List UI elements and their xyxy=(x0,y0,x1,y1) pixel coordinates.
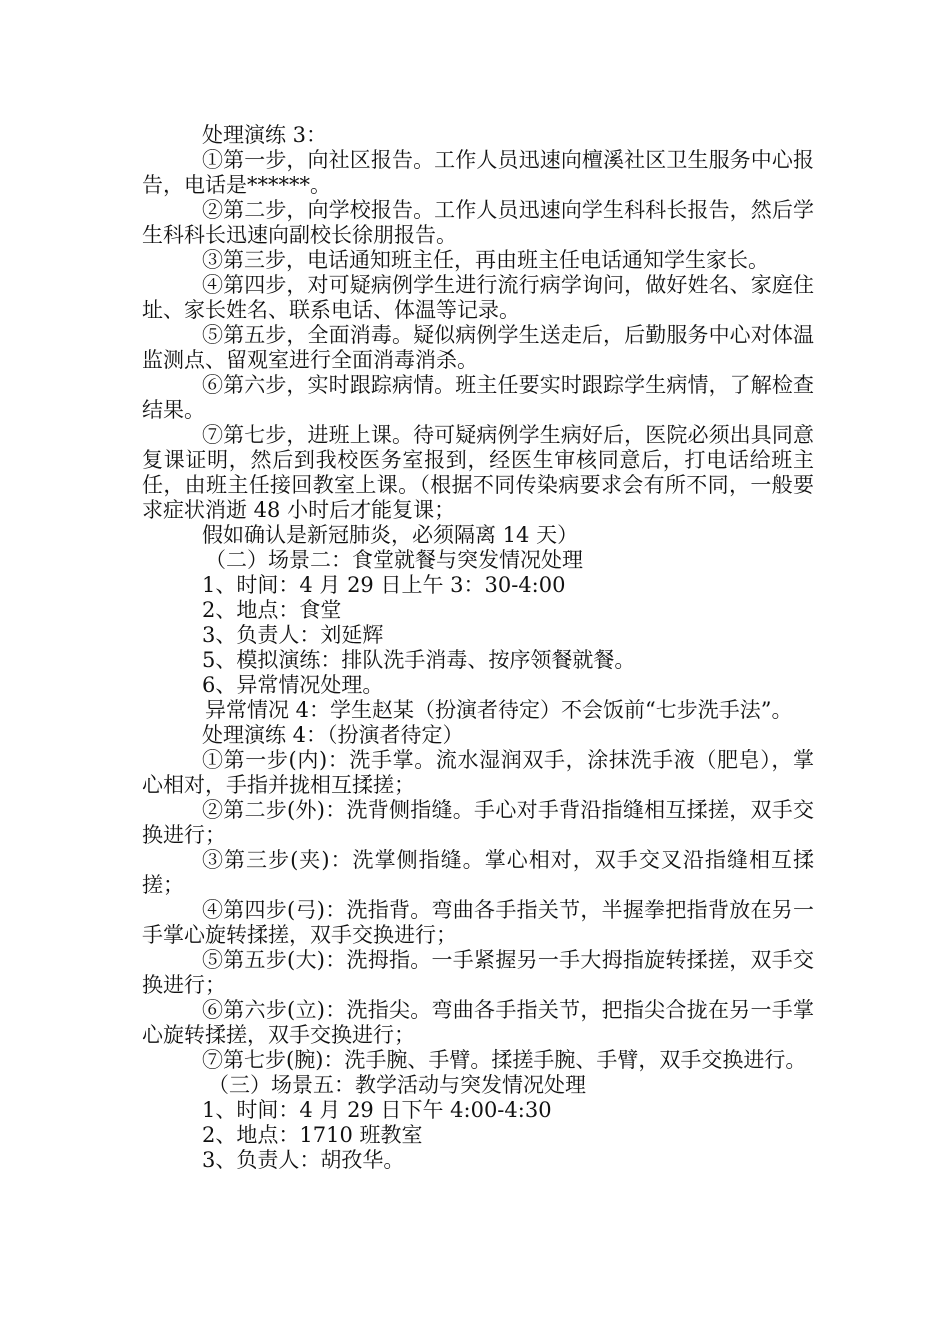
paragraph-scene5-location: 2、地点：1710 班教室 xyxy=(202,1123,423,1147)
paragraph-wash-step2: ②第二步(外)：洗背侧指缝。手心对手背沿指缝相互揉搓，双手交换进行； xyxy=(142,798,814,847)
paragraph-step2-school: ②第二步，向学校报告。工作人员迅速向学生科科长报告，然后学生科科长迅速向副校长徐朋报告。 xyxy=(142,198,814,247)
paragraph-drill3-title: 处理演练 3： xyxy=(202,123,328,147)
paragraph-abnormal-case4: 异常情况 4：学生赵某（扮演者待定）不会饭前“七步洗手法”。 xyxy=(205,698,793,722)
paragraph-step4-inquiry: ④第四步，对可疑病例学生进行流行病学询问，做好姓名、家庭住址、家长姓名、联系电话、体温等记录。 xyxy=(142,273,814,322)
paragraph-drill4-title: 处理演练 4：（扮演者待定） xyxy=(202,723,464,747)
paragraph-step1-community: ①第一步，向社区报告。工作人员迅速向檀溪社区卫生服务中心报告，电话是******。 xyxy=(142,148,814,197)
paragraph-wash-step1: ①第一步(内)：洗手掌。流水湿润双手，涂抹洗手液（肥皂），掌心相对，手指并拢相互揉搓； xyxy=(142,748,814,797)
heading-scene-five: （三）场景五：教学活动与突发情况处理 xyxy=(208,1073,586,1097)
paragraph-scene5-time: 1、时间：4 月 29 日下午 4:00-4:30 xyxy=(202,1098,552,1122)
paragraph-step7-return: ⑦第七步，进班上课。待可疑病例学生病好后，医院必须出具同意复课证明，然后到我校医务室报到，经医生审核同意后，打电话给班主任，由班主任接回教室上课。（根据不同传染病要求会有所不同，一般要求症状消逝 48 小时后才能复课； xyxy=(142,423,814,522)
heading-scene-two: （二）场景二：食堂就餐与突发情况处理 xyxy=(205,548,583,572)
paragraph-covid-isolation: 假如确认是新冠肺炎，必须隔离 14 天） xyxy=(202,523,579,547)
paragraph-time: 1、时间：4 月 29 日上午 3：30-4:00 xyxy=(202,573,566,597)
paragraph-scene5-person: 3、负责人：胡孜华。 xyxy=(202,1148,405,1172)
paragraph-wash-step7: ⑦第七步(腕)：洗手腕、手臂。揉搓手腕、手臂，双手交换进行。 xyxy=(202,1048,807,1072)
paragraph-abnormal-handling: 6、异常情况处理。 xyxy=(202,673,384,697)
paragraph-wash-step6: ⑥第六步(立)：洗指尖。弯曲各手指关节，把指尖合拢在另一手掌心旋转揉搓，双手交换进行； xyxy=(142,998,814,1047)
paragraph-wash-step4: ④第四步(弓)：洗指背。弯曲各手指关节，半握拳把指背放在另一手掌心旋转揉搓，双手交换进行； xyxy=(142,898,814,947)
paragraph-wash-step3: ③第三步(夹)：洗掌侧指缝。掌心相对，双手交叉沿指缝相互揉搓； xyxy=(142,848,814,897)
document-page xyxy=(142,123,814,1173)
paragraph-step3-notify: ③第三步，电话通知班主任，再由班主任电话通知学生家长。 xyxy=(202,248,769,272)
paragraph-person-in-charge: 3、负责人：刘延辉 xyxy=(202,623,384,647)
paragraph-location: 2、地点：食堂 xyxy=(202,598,342,622)
paragraph-step6-tracking: ⑥第六步，实时跟踪病情。班主任要实时跟踪学生病情，了解检查结果。 xyxy=(142,373,814,422)
paragraph-step5-disinfect: ⑤第五步，全面消毒。疑似病例学生送走后，后勤服务中心对体温监测点、留观室进行全面消毒消杀。 xyxy=(142,323,814,372)
paragraph-simulation: 5、模拟演练：排队洗手消毒、按序领餐就餐。 xyxy=(202,648,636,672)
paragraph-wash-step5: ⑤第五步(大)：洗拇指。一手紧握另一手大拇指旋转揉搓，双手交换进行； xyxy=(142,948,814,997)
